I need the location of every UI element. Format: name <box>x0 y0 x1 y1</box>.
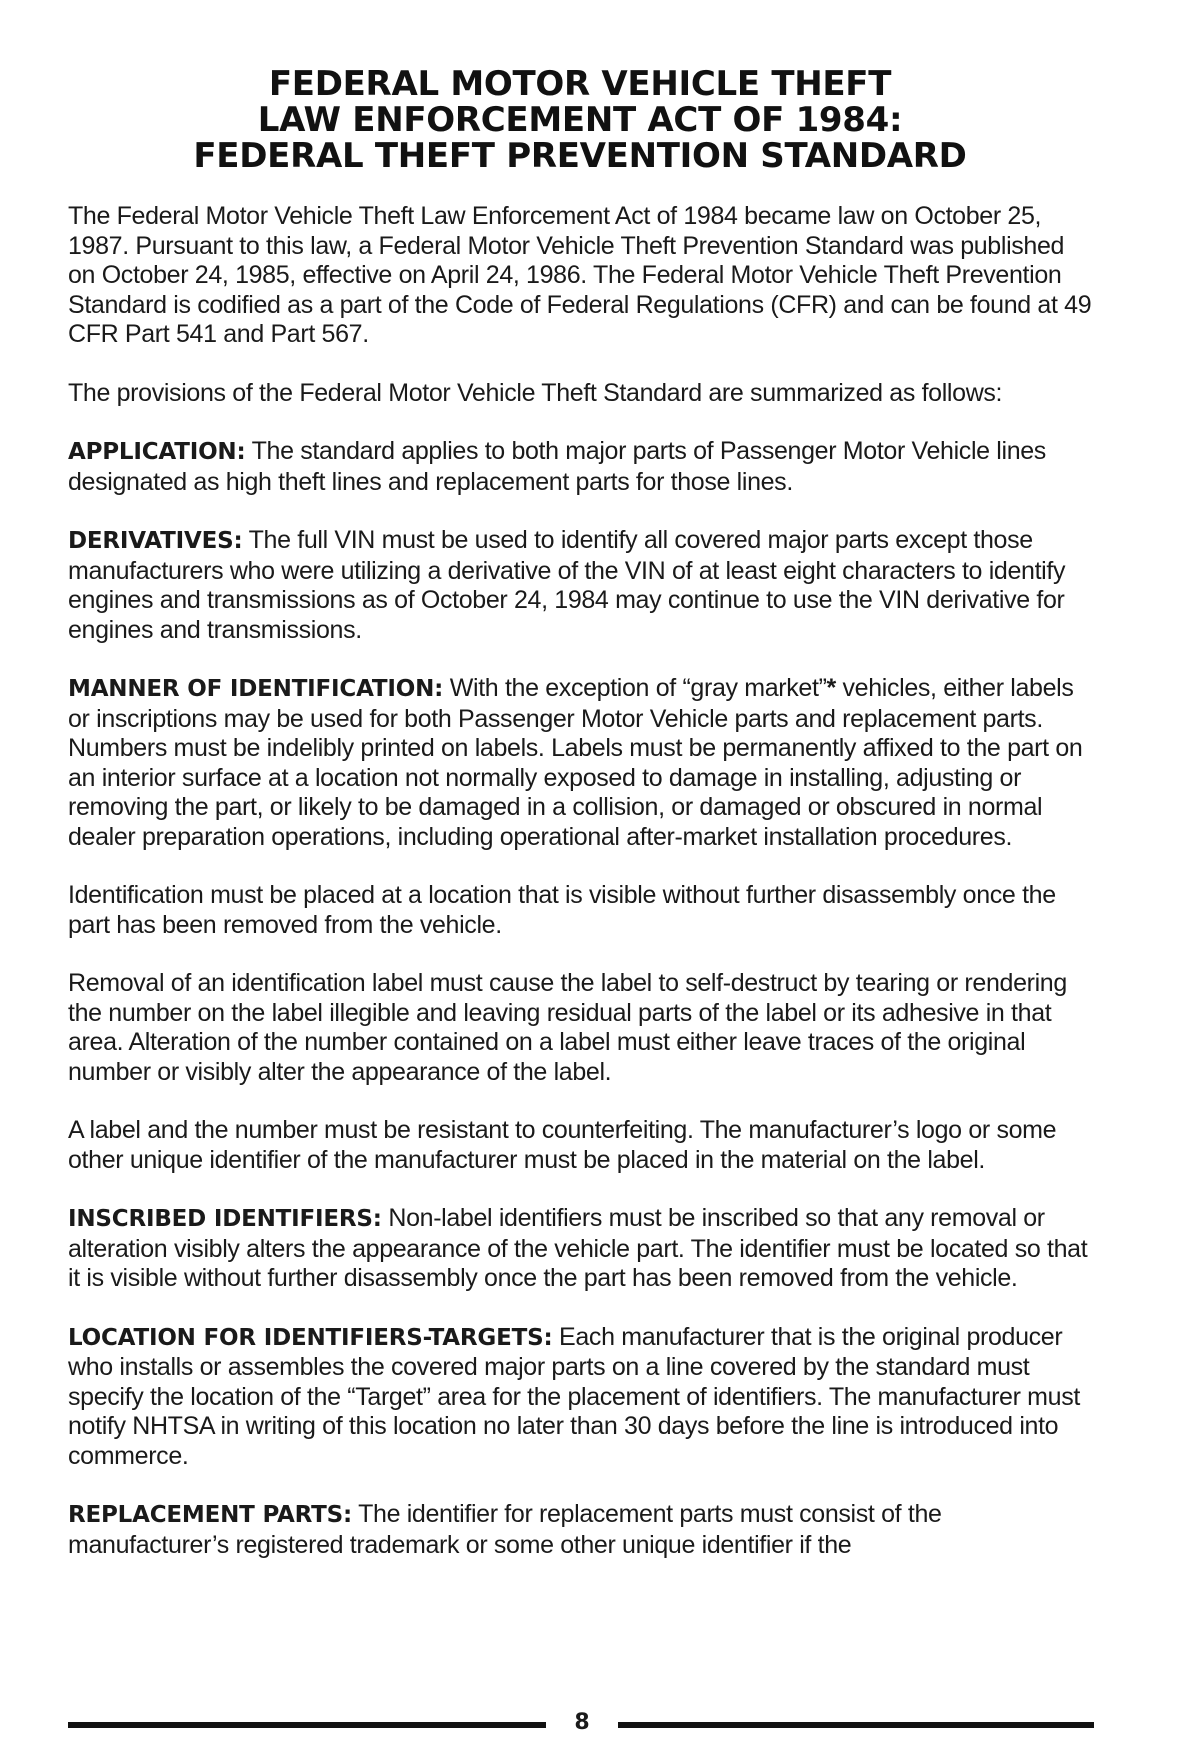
application-text: The standard applies to both major parts of Passenger Motor Vehicle lines designated as high theft lines and replacement parts for those lines. <box>68 437 1046 496</box>
footer-rule-left <box>68 1722 546 1728</box>
summary-intro-paragraph: The provisions of the Federal Motor Vehicle Theft Standard are summarized as follows: <box>68 378 1003 407</box>
manner-text-after: vehicles, either labels or inscriptions may be used for both Passenger Motor Vehicle parts and replacement parts. Numbers must be indelibly printed on labels. Labels must be permanently affixed to the part on an interior surface at a location not normally exposed to damage in installing, adjusting or removing the part, or likely to be damaged in a collision, or damaged or obscured in normal dealer preparation operations, including operational after-market installation procedures. <box>68 674 1083 851</box>
manner-of-identification-section <box>68 674 1092 852</box>
page-footer <box>68 1710 1094 1746</box>
inscribed-identifiers-section <box>68 1204 1092 1294</box>
derivatives-section <box>68 526 1092 645</box>
replacement-parts-heading: REPLACEMENT PARTS: <box>68 1502 352 1528</box>
location-targets-text: Each manufacturer that is the original producer who installs or assembles the covered major parts on a line covered by the standard must specify the location of the “Target” area for the placement of identifiers. The manufacturer must notify NHTSA in writing of this location no later than 30 days before the line is introduced into commerce. <box>68 1322 1080 1470</box>
location-targets-heading: LOCATION FOR IDENTIFIERS-TARGETS: <box>68 1324 553 1351</box>
manner-of-identification-heading: MANNER OF IDENTIFICATION: <box>68 676 444 702</box>
inscribed-identifiers-heading: INSCRIBED IDENTIFIERS: <box>68 1206 382 1232</box>
intro-paragraph: The Federal Motor Vehicle Theft Law Enforcement Act of 1984 became law on October 25, 1987. Pursuant to this law, a Federal Motor Vehicle Theft Prevention Standard was published on October 24, 1985, effective on April 24, 1986. The Federal Motor Vehicle Theft Prevention Standard is codified as a part of the Code of Federal Regulations (CFR) and can be found at 49 CFR Part 541 and Part 567. <box>68 202 1092 348</box>
replacement-parts-section <box>68 1500 1092 1560</box>
title-line-2: LAW ENFORCEMENT ACT OF 1984: <box>257 100 903 140</box>
application-section <box>68 437 1092 497</box>
title-line-3: FEDERAL THEFT PREVENTION STANDARD <box>193 136 967 176</box>
page-title <box>68 66 1092 174</box>
identification-visible-paragraph: Identification must be placed at a location that is visible without further disassembly once the part has been removed from the vehicle. <box>68 881 1056 939</box>
replacement-parts-text: The identifier for replacement parts must consist of the manufacturer’s registered trademark or some other unique identifier if the <box>68 1500 942 1559</box>
title-line-1: FEDERAL MOTOR VEHICLE THEFT <box>268 64 892 104</box>
derivatives-heading: DERIVATIVES: <box>68 528 243 554</box>
inscribed-identifiers-text: Non-label identifiers must be inscribed so that any removal or alteration visibly alters the appearance of the vehicle part. The identifier must be located so that it is visible without further disassembly once the part has been removed from the vehicle. <box>68 1204 1088 1292</box>
document-body <box>68 202 1092 1560</box>
label-removal-paragraph: Removal of an identification label must cause the label to self-destruct by tearing or rendering the number on the label illegible and leaving residual parts of the label or its adhesive in that area. Alteration of the number contained on a label must either leave traces of the original number or visibly alter the appearance of the label. <box>68 969 1067 1086</box>
counterfeit-paragraph: A label and the number must be resistant to counterfeiting. The manufacturer’s logo or some other unique identifier of the manufacturer must be placed in the material on the label. <box>68 1116 1057 1174</box>
footer-rule-right <box>618 1722 1094 1728</box>
location-targets-section <box>68 1323 1092 1472</box>
page-number: 8 <box>574 1710 590 1735</box>
application-heading: APPLICATION: <box>68 439 246 465</box>
document-page <box>68 66 1092 1589</box>
manner-text-before: With the exception of “gray market” <box>443 674 827 702</box>
derivatives-text: The full VIN must be used to identify all covered major parts except those manufacturers who were utilizing a derivative of the VIN of at least eight characters to identify engines and transmissions as of October 24, 1984 may continue to use the VIN derivative for engines and transmissions. <box>68 526 1066 644</box>
footnote-asterisk: * <box>826 674 836 702</box>
